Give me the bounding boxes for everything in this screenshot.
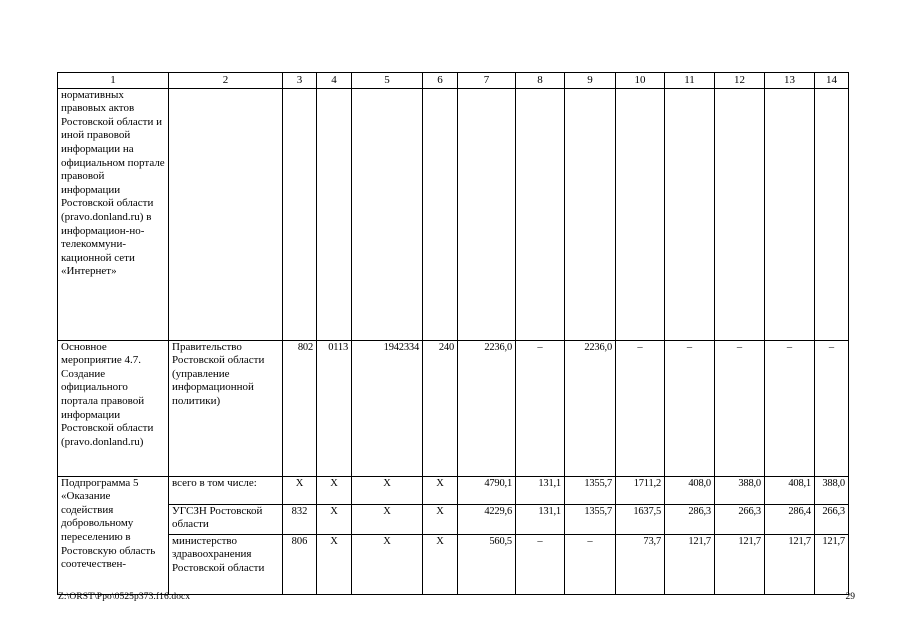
table-row: [58, 534, 849, 594]
value-cell: 266,3: [815, 504, 849, 534]
value-cell: –: [665, 340, 715, 476]
empty-cell: [169, 88, 283, 340]
value-cell: –: [765, 340, 815, 476]
empty-cell: [317, 88, 352, 340]
header-cell: 1: [58, 73, 169, 89]
header-cell: 2: [169, 73, 283, 89]
empty-cell: [665, 88, 715, 340]
table-row: [58, 476, 849, 504]
empty-cell: [765, 88, 815, 340]
value-cell: 286,4: [765, 504, 815, 534]
budget-table: [57, 72, 849, 595]
value-cell: –: [516, 534, 565, 594]
header-cell: 6: [423, 73, 458, 89]
empty-cell: [565, 88, 616, 340]
table-row: [58, 88, 849, 340]
value-cell: X: [423, 504, 458, 534]
header-cell: 12: [715, 73, 765, 89]
row-title-cell: нормативных правовых актов Ростовской области и иной правовой информации на официальном портале правовой информации Ростовской области (pravo.donland.ru) в информацион-но-телекоммуни-кационной сети «Интернет»: [58, 88, 169, 340]
header-cell: 10: [616, 73, 665, 89]
value-cell: 0113: [317, 340, 352, 476]
header-cell: 4: [317, 73, 352, 89]
value-cell: 388,0: [715, 476, 765, 504]
value-cell: X: [317, 476, 352, 504]
empty-cell: [715, 88, 765, 340]
value-cell: –: [516, 340, 565, 476]
executor-cell: Правительство Ростовской области (управление информационной политики): [169, 340, 283, 476]
header-cell: 5: [352, 73, 423, 89]
header-row: [58, 73, 849, 89]
table-row: [58, 340, 849, 476]
row-title-cell: Подпрограмма 5 «Оказание содействия добровольному переселению в Ростовскую область соотечествен-: [58, 476, 169, 594]
value-cell: –: [616, 340, 665, 476]
value-cell: 802: [283, 340, 317, 476]
value-cell: 121,7: [715, 534, 765, 594]
header-cell: 7: [458, 73, 516, 89]
header-cell: 9: [565, 73, 616, 89]
value-cell: 73,7: [616, 534, 665, 594]
value-cell: X: [352, 504, 423, 534]
value-cell: X: [283, 476, 317, 504]
header-cell: 14: [815, 73, 849, 89]
value-cell: X: [317, 504, 352, 534]
value-cell: 1355,7: [565, 504, 616, 534]
value-cell: 1637,5: [616, 504, 665, 534]
value-cell: 560,5: [458, 534, 516, 594]
row-title-cell: Основное мероприятие 4.7. Создание официального портала правовой информации Ростовской области (pravo.donland.ru): [58, 340, 169, 476]
value-cell: 286,3: [665, 504, 715, 534]
value-cell: 408,1: [765, 476, 815, 504]
empty-cell: [283, 88, 317, 340]
value-cell: 240: [423, 340, 458, 476]
value-cell: –: [815, 340, 849, 476]
value-cell: 131,1: [516, 476, 565, 504]
header-cell: 8: [516, 73, 565, 89]
value-cell: X: [352, 476, 423, 504]
page-number: 29: [845, 592, 855, 602]
table-row: [58, 504, 849, 534]
empty-cell: [516, 88, 565, 340]
executor-cell: министерство здравоохранения Ростовской области: [169, 534, 283, 594]
footer-file-path: Z:\ORST\Ppo\0525p373.f16.docx: [58, 592, 191, 602]
header-cell: 11: [665, 73, 715, 89]
value-cell: 131,1: [516, 504, 565, 534]
executor-cell: всего в том числе:: [169, 476, 283, 504]
empty-cell: [616, 88, 665, 340]
value-cell: X: [423, 476, 458, 504]
empty-cell: [423, 88, 458, 340]
value-cell: 266,3: [715, 504, 765, 534]
value-cell: X: [317, 534, 352, 594]
value-cell: 121,7: [815, 534, 849, 594]
value-cell: X: [352, 534, 423, 594]
value-cell: 388,0: [815, 476, 849, 504]
value-cell: 2236,0: [458, 340, 516, 476]
value-cell: 806: [283, 534, 317, 594]
value-cell: 4229,6: [458, 504, 516, 534]
value-cell: 1355,7: [565, 476, 616, 504]
value-cell: X: [423, 534, 458, 594]
empty-cell: [352, 88, 423, 340]
empty-cell: [815, 88, 849, 340]
header-cell: 3: [283, 73, 317, 89]
value-cell: 832: [283, 504, 317, 534]
value-cell: –: [715, 340, 765, 476]
value-cell: 1711,2: [616, 476, 665, 504]
value-cell: 121,7: [765, 534, 815, 594]
value-cell: 408,0: [665, 476, 715, 504]
executor-cell: УГСЗН Ростовской области: [169, 504, 283, 534]
value-cell: 4790,1: [458, 476, 516, 504]
header-cell: 13: [765, 73, 815, 89]
value-cell: –: [565, 534, 616, 594]
value-cell: 2236,0: [565, 340, 616, 476]
value-cell: 121,7: [665, 534, 715, 594]
empty-cell: [458, 88, 516, 340]
value-cell: 1942334: [352, 340, 423, 476]
